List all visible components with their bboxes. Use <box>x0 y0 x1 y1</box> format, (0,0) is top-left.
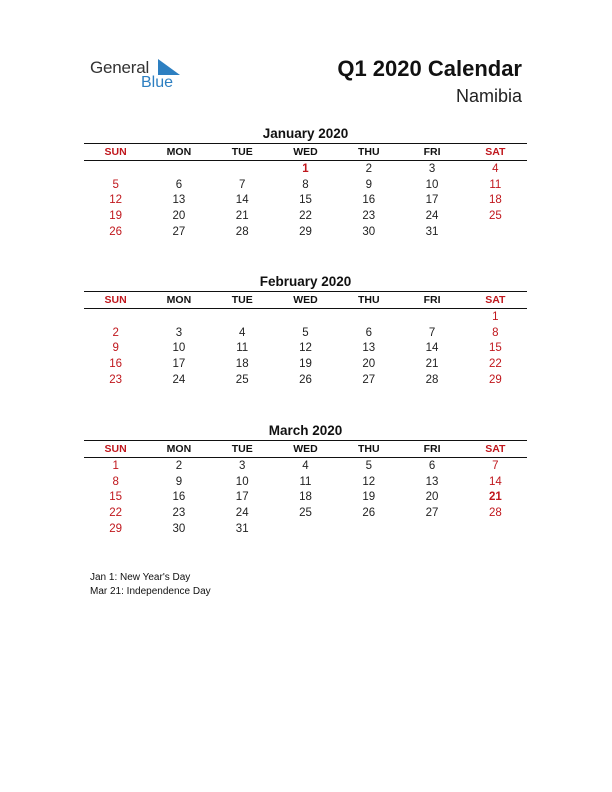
empty-cell <box>274 309 337 325</box>
day-cell: 10 <box>172 342 186 355</box>
week-row <box>84 340 527 356</box>
day-cell: 23 <box>109 373 123 386</box>
day-cell: 11 <box>489 178 502 191</box>
day-cell: 1 <box>112 459 119 472</box>
week-row <box>84 224 527 240</box>
day-cell: 26 <box>299 373 312 386</box>
day-cell: 5 <box>112 178 119 191</box>
day-cell: 17 <box>172 357 186 370</box>
day-cell: 27 <box>362 373 376 386</box>
week-row <box>84 356 527 372</box>
day-cell: 24 <box>425 209 439 222</box>
logo-triangle-icon <box>156 59 180 75</box>
day-cell: 28 <box>488 506 502 519</box>
day-cell: 7 <box>239 178 246 191</box>
empty-cell <box>211 309 274 325</box>
week-row <box>84 325 527 341</box>
month-title: January 2020 <box>262 126 349 141</box>
weekday-header-wed: WED <box>274 292 337 309</box>
empty-cell <box>337 521 400 537</box>
day-cell: 27 <box>172 225 186 238</box>
month-title: March 2020 <box>268 423 343 438</box>
day-cell: 15 <box>299 194 312 207</box>
month-march <box>84 423 527 536</box>
day-cell: 20 <box>172 209 186 222</box>
week-row <box>84 521 527 537</box>
month-grid <box>84 143 527 239</box>
day-cell: 12 <box>299 342 312 355</box>
logo-text-general: General <box>90 58 150 77</box>
day-cell: 25 <box>235 373 249 386</box>
day-cell: 1 <box>302 162 309 175</box>
empty-cell <box>147 161 210 177</box>
general-blue-logo <box>90 58 200 94</box>
weekday-header-wed: WED <box>274 441 337 458</box>
day-cell: 4 <box>302 459 309 472</box>
holiday-notes <box>90 571 211 599</box>
day-cell: 15 <box>109 491 123 504</box>
week-row <box>84 474 527 490</box>
weekday-header-tue: TUE <box>211 292 274 309</box>
holiday-note: Jan 1: New Year's Day <box>90 572 191 583</box>
day-cell: 6 <box>428 459 436 472</box>
month-february <box>84 274 527 387</box>
empty-cell <box>400 521 463 537</box>
day-cell: 18 <box>235 357 249 370</box>
weekday-header-mon: MON <box>147 441 210 458</box>
weekday-header-sat: SAT <box>464 292 527 309</box>
day-cell: 18 <box>488 194 502 207</box>
weekday-header-fri: FRI <box>400 292 463 309</box>
day-cell: 13 <box>172 194 186 207</box>
day-cell: 25 <box>488 209 502 222</box>
country-name: Namibia <box>455 86 522 106</box>
holiday-note: Mar 21: Independence Day <box>90 586 211 597</box>
week-row <box>84 177 527 193</box>
day-cell: 8 <box>492 326 499 339</box>
empty-cell <box>84 309 147 325</box>
day-cell: 22 <box>109 506 123 519</box>
weekday-header-thu: THU <box>337 144 400 161</box>
day-cell: 16 <box>109 357 123 370</box>
day-cell: 9 <box>112 342 119 355</box>
empty-cell <box>400 309 463 325</box>
day-cell: 30 <box>362 225 376 238</box>
month-january <box>84 126 527 239</box>
day-cell: 2 <box>175 459 183 472</box>
weekday-header-mon: MON <box>147 292 210 309</box>
day-cell: 2 <box>112 326 119 339</box>
month-grid <box>84 440 527 536</box>
day-cell: 3 <box>175 326 183 339</box>
week-row <box>84 505 527 521</box>
day-cell: 19 <box>362 491 376 504</box>
day-cell: 1 <box>492 310 499 323</box>
day-cell: 7 <box>492 459 499 472</box>
weekday-header-sun: SUN <box>84 292 147 309</box>
day-cell: 17 <box>425 194 439 207</box>
logo-text-blue: Blue <box>141 74 174 91</box>
empty-cell <box>274 521 337 537</box>
page-title: Q1 2020 Calendar <box>337 56 522 81</box>
day-cell: 28 <box>235 225 249 238</box>
day-cell: 31 <box>425 225 439 238</box>
day-cell: 21 <box>425 357 439 370</box>
day-cell: 2 <box>365 162 372 175</box>
week-row <box>84 192 527 208</box>
empty-cell <box>211 161 274 177</box>
day-cell: 6 <box>175 178 183 191</box>
day-cell: 28 <box>425 373 439 386</box>
day-cell: 10 <box>235 475 249 488</box>
day-cell: 12 <box>109 194 123 207</box>
empty-cell <box>147 309 210 325</box>
weekday-header-sat: SAT <box>464 144 527 161</box>
day-cell: 19 <box>109 209 123 222</box>
weekday-header-thu: THU <box>337 292 400 309</box>
week-row <box>84 458 527 474</box>
weekday-header-fri: FRI <box>400 144 463 161</box>
day-cell: 29 <box>109 522 123 535</box>
day-cell: 17 <box>235 491 249 504</box>
day-cell: 3 <box>239 459 246 472</box>
week-row <box>84 208 527 224</box>
day-cell: 11 <box>236 342 249 355</box>
day-cell: 10 <box>425 178 439 191</box>
week-row <box>84 161 527 177</box>
day-cell: 9 <box>365 178 372 191</box>
day-cell: 26 <box>362 506 376 519</box>
day-cell: 14 <box>488 475 502 488</box>
day-cell: 29 <box>299 225 312 238</box>
day-cell: 22 <box>488 357 502 370</box>
day-cell: 21 <box>235 209 249 222</box>
day-cell: 14 <box>425 342 439 355</box>
weekday-header-sun: SUN <box>84 144 147 161</box>
day-cell: 21 <box>488 491 502 504</box>
month-title: February 2020 <box>259 274 352 289</box>
day-cell: 23 <box>362 209 376 222</box>
empty-cell <box>84 161 147 177</box>
empty-cell <box>464 224 527 240</box>
day-cell: 4 <box>492 162 499 175</box>
day-cell: 25 <box>299 506 312 519</box>
day-cell: 5 <box>302 326 309 339</box>
day-cell: 16 <box>362 194 376 207</box>
day-cell: 13 <box>362 342 376 355</box>
day-cell: 24 <box>235 506 249 519</box>
day-cell: 8 <box>112 475 119 488</box>
week-row <box>84 372 527 388</box>
empty-cell <box>337 309 400 325</box>
day-cell: 6 <box>365 326 372 339</box>
day-cell: 3 <box>428 162 436 175</box>
day-cell: 13 <box>425 475 439 488</box>
weekday-header-sun: SUN <box>84 441 147 458</box>
weekday-header-tue: TUE <box>211 144 274 161</box>
day-cell: 4 <box>239 326 246 339</box>
day-cell: 26 <box>109 225 123 238</box>
day-cell: 22 <box>299 209 312 222</box>
weekday-header-sat: SAT <box>464 441 527 458</box>
day-cell: 7 <box>428 326 436 339</box>
day-cell: 18 <box>299 491 312 504</box>
day-cell: 14 <box>235 194 249 207</box>
day-cell: 5 <box>365 459 372 472</box>
weekday-header-wed: WED <box>274 144 337 161</box>
day-cell: 20 <box>425 491 439 504</box>
weekday-header-thu: THU <box>337 441 400 458</box>
day-cell: 8 <box>302 178 309 191</box>
day-cell: 16 <box>172 491 186 504</box>
day-cell: 23 <box>172 506 186 519</box>
day-cell: 30 <box>172 522 186 535</box>
day-cell: 20 <box>362 357 376 370</box>
weekday-header-tue: TUE <box>211 441 274 458</box>
week-row <box>84 489 527 505</box>
empty-cell <box>464 521 527 537</box>
day-cell: 29 <box>488 373 502 386</box>
week-row <box>84 309 527 325</box>
day-cell: 24 <box>172 373 186 386</box>
day-cell: 19 <box>299 357 312 370</box>
day-cell: 9 <box>175 475 183 488</box>
day-cell: 31 <box>235 522 249 535</box>
weekday-header-mon: MON <box>147 144 210 161</box>
weekday-header-fri: FRI <box>400 441 463 458</box>
day-cell: 15 <box>488 342 502 355</box>
day-cell: 27 <box>425 506 439 519</box>
day-cell: 11 <box>299 475 312 488</box>
month-grid <box>84 291 527 387</box>
day-cell: 12 <box>362 475 376 488</box>
